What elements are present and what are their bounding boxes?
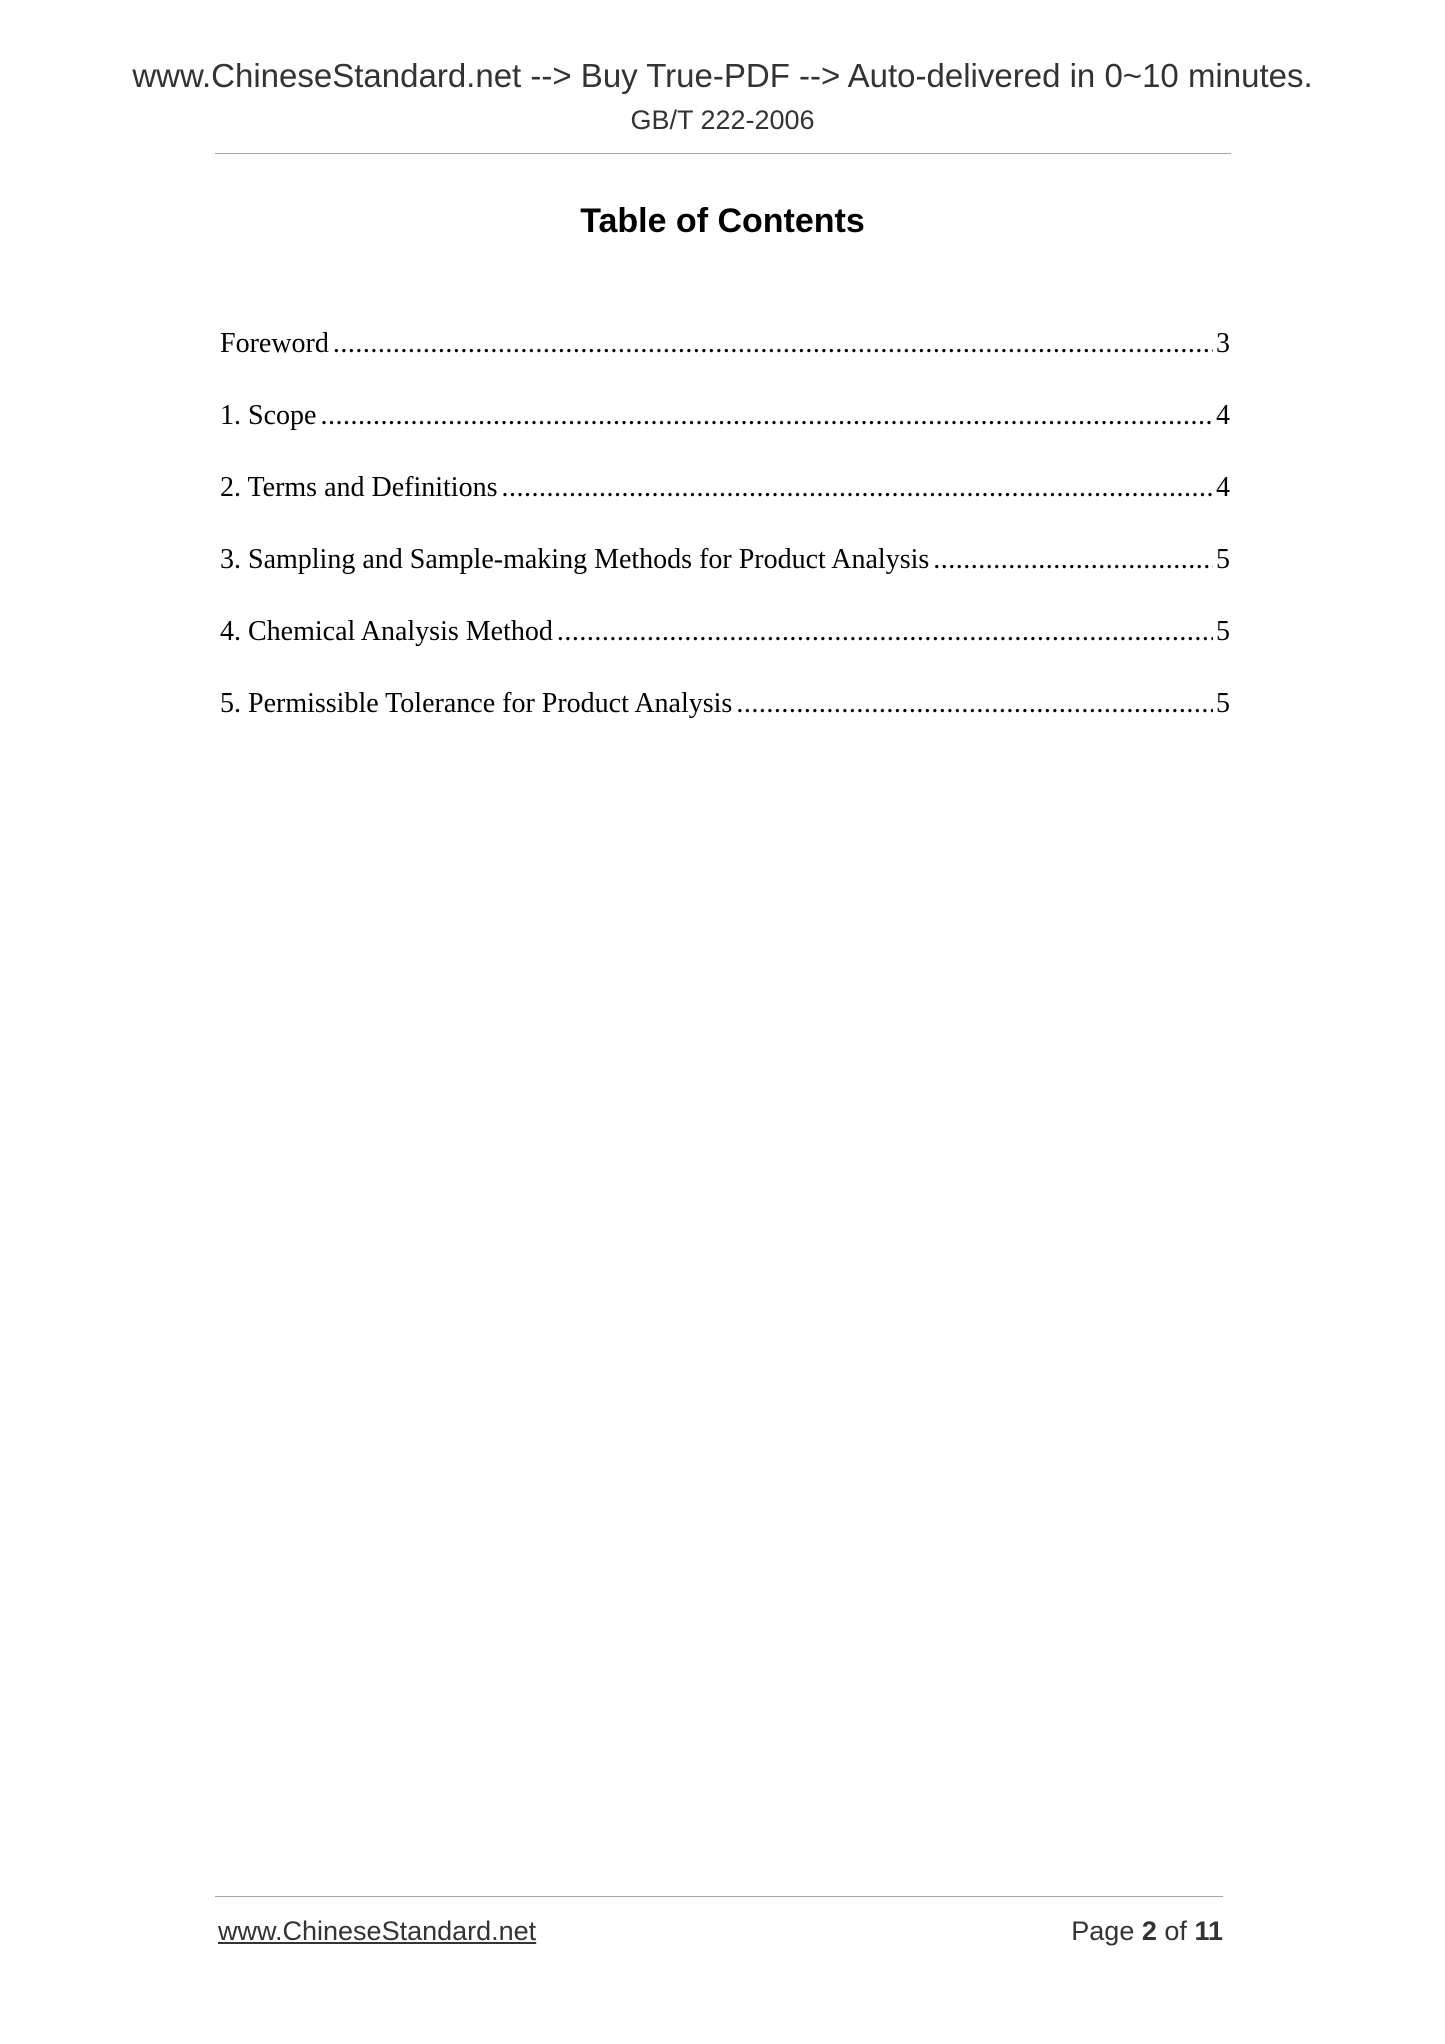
toc-entry-permissible-tolerance[interactable]: [220, 684, 1230, 756]
toc-list: [220, 324, 1230, 756]
toc-entry-label: 4. Chemical Analysis Method: [220, 616, 553, 647]
page-total: 11: [1194, 1916, 1223, 1946]
footer-site-link[interactable]: www.ChineseStandard.net: [218, 1916, 537, 1946]
toc-entry-page: 4: [1216, 400, 1230, 431]
header-divider: [215, 153, 1231, 154]
toc-entry-label: 2. Terms and Definitions: [220, 472, 498, 503]
toc-entry-page: 3: [1216, 328, 1230, 359]
toc-entry-label: 1. Scope: [220, 400, 317, 431]
toc-entry-label: 5. Permissible Tolerance for Product Analysis: [220, 688, 733, 719]
toc-dot-leader: [320, 396, 1213, 436]
toc-entry-page: 4: [1216, 472, 1230, 503]
toc-entry-sampling-methods[interactable]: [220, 540, 1230, 612]
toc-entry-terms-and-definitions[interactable]: [220, 468, 1230, 540]
toc-dot-leader: [736, 684, 1213, 724]
toc-entry-page: 5: [1216, 688, 1230, 719]
toc-dot-leader: [557, 612, 1213, 652]
page-counter: [1071, 1914, 1223, 1948]
standard-code: GB/T 222-2006: [630, 105, 815, 135]
toc-entry-label: Foreword: [220, 328, 329, 359]
toc-entry-foreword[interactable]: [220, 324, 1230, 396]
page-prefix: Page: [1071, 1916, 1135, 1946]
page-current: 2: [1141, 1916, 1157, 1946]
toc-dot-leader: [501, 468, 1213, 508]
toc-entry-page: 5: [1216, 616, 1230, 647]
header-banner: www.ChineseStandard.net --> Buy True-PDF --> Auto-delivered in 0~10 minutes.: [132, 57, 1313, 94]
page-of: of: [1164, 1916, 1187, 1946]
toc-dot-leader: [933, 540, 1213, 580]
toc-entry-chemical-analysis[interactable]: [220, 612, 1230, 684]
toc-entry-scope[interactable]: [220, 396, 1230, 468]
toc-entry-label: 3. Sampling and Sample-making Methods for Product Analysis: [220, 544, 930, 575]
toc-entry-page: 5: [1216, 544, 1230, 575]
toc-title: Table of Contents: [580, 202, 865, 240]
footer-divider: [215, 1896, 1223, 1897]
toc-dot-leader: [333, 324, 1213, 364]
